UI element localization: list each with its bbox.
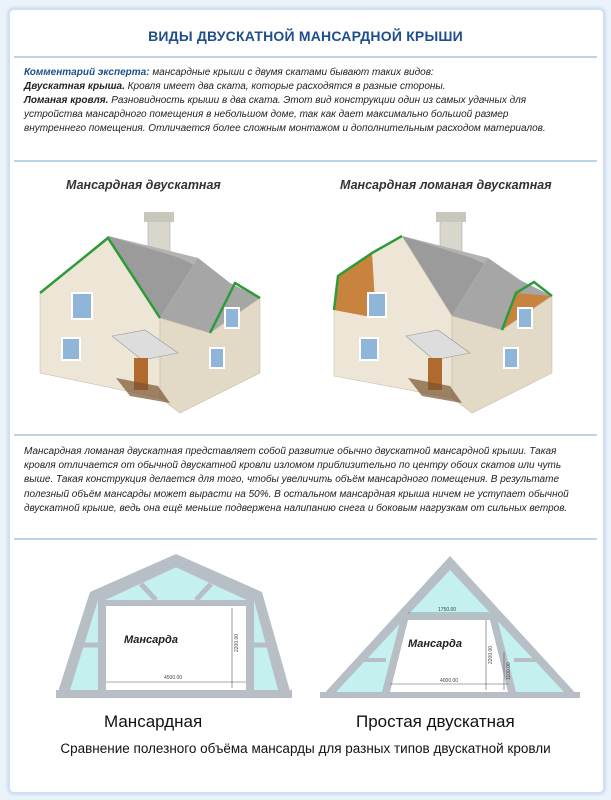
section-floor — [320, 692, 580, 698]
window — [518, 308, 532, 328]
description-paragraph: Мансардная ломаная двускатная представляет собой развитие обычно двускатной мансардной крыши. Такая кровля отличается от обычной двускатной кровли изломом приблизительно по центру обоих скатов или чуть выше. Такая конструкция делается для того, чтобы увеличить объём мансардного помещения. В результате полезный объём мансарды может вырасти на 50%. В остальном мансардная крыша ничем не уступает обычной двускатной крыше, ведь она ещё меньше подвержена налипанию снега и боковым нагрузкам от сильных ветров. — [24, 446, 569, 514]
room-label: Мансарда — [408, 638, 462, 650]
divider-top — [14, 56, 597, 58]
window — [225, 308, 239, 328]
width-dimension: 4500.00 — [164, 675, 183, 681]
gable-roof-label: Двускатная крыша. — [24, 81, 125, 92]
height-dimension: 2200.00 — [488, 645, 494, 664]
width-dimension: 4000.00 — [440, 678, 459, 684]
broken-roof-label: Ломаная кровля. — [24, 95, 109, 106]
mansard-cross-section — [56, 550, 296, 710]
broken-gable-house-illustration — [320, 198, 565, 423]
expert-comment-label: Комментарий эксперта: — [24, 67, 150, 78]
gable-cross-section — [320, 556, 580, 708]
section-floor — [56, 690, 292, 698]
top-dimension: 1750.00 — [438, 607, 457, 613]
chimney-cap — [144, 212, 174, 222]
window — [62, 338, 80, 360]
broken-roof-text: Разновидность крыши в два ската. Этот вид конструкции один из самых удачных для устройства мансардного помещения в небольшом доме, так как дает максимально большой размер внутреннего помещения. Отличается более сложным монтажом и дополнительным расходом материалов. — [24, 95, 546, 134]
page-title: ВИДЫ ДВУСКАТНОЙ МАНСАРДНОЙ КРЫШИ — [148, 28, 463, 44]
expert-comment — [24, 66, 572, 136]
comparison-caption: Сравнение полезного объёма мансарды для разных типов двускатной кровли — [60, 741, 551, 756]
gable-roof-text: Кровля имеет два ската, которые расходятся в разные стороны. — [124, 81, 446, 92]
chimney-cap — [436, 212, 466, 222]
divider-2 — [14, 160, 597, 162]
gable-house-illustration — [30, 198, 275, 423]
expert-comment-text: мансардные крыши с двумя скатами бывают таких видов: — [149, 67, 434, 78]
window — [360, 338, 378, 360]
gable-section-name: Простая двускатная — [356, 712, 515, 731]
window — [210, 348, 224, 368]
window — [368, 293, 386, 317]
room-label: Мансарда — [124, 634, 178, 646]
divider-3 — [14, 434, 597, 436]
side-dimension: 1100.00 — [506, 662, 512, 680]
mansard-section-name: Мансардная — [104, 712, 203, 731]
left-house-title: Мансардная двускатная — [66, 178, 221, 192]
window — [72, 293, 92, 319]
divider-4 — [14, 538, 597, 540]
window — [504, 348, 518, 368]
height-dimension: 2200.00 — [234, 633, 240, 652]
right-house-title: Мансардная ломаная двускатная — [340, 178, 552, 192]
